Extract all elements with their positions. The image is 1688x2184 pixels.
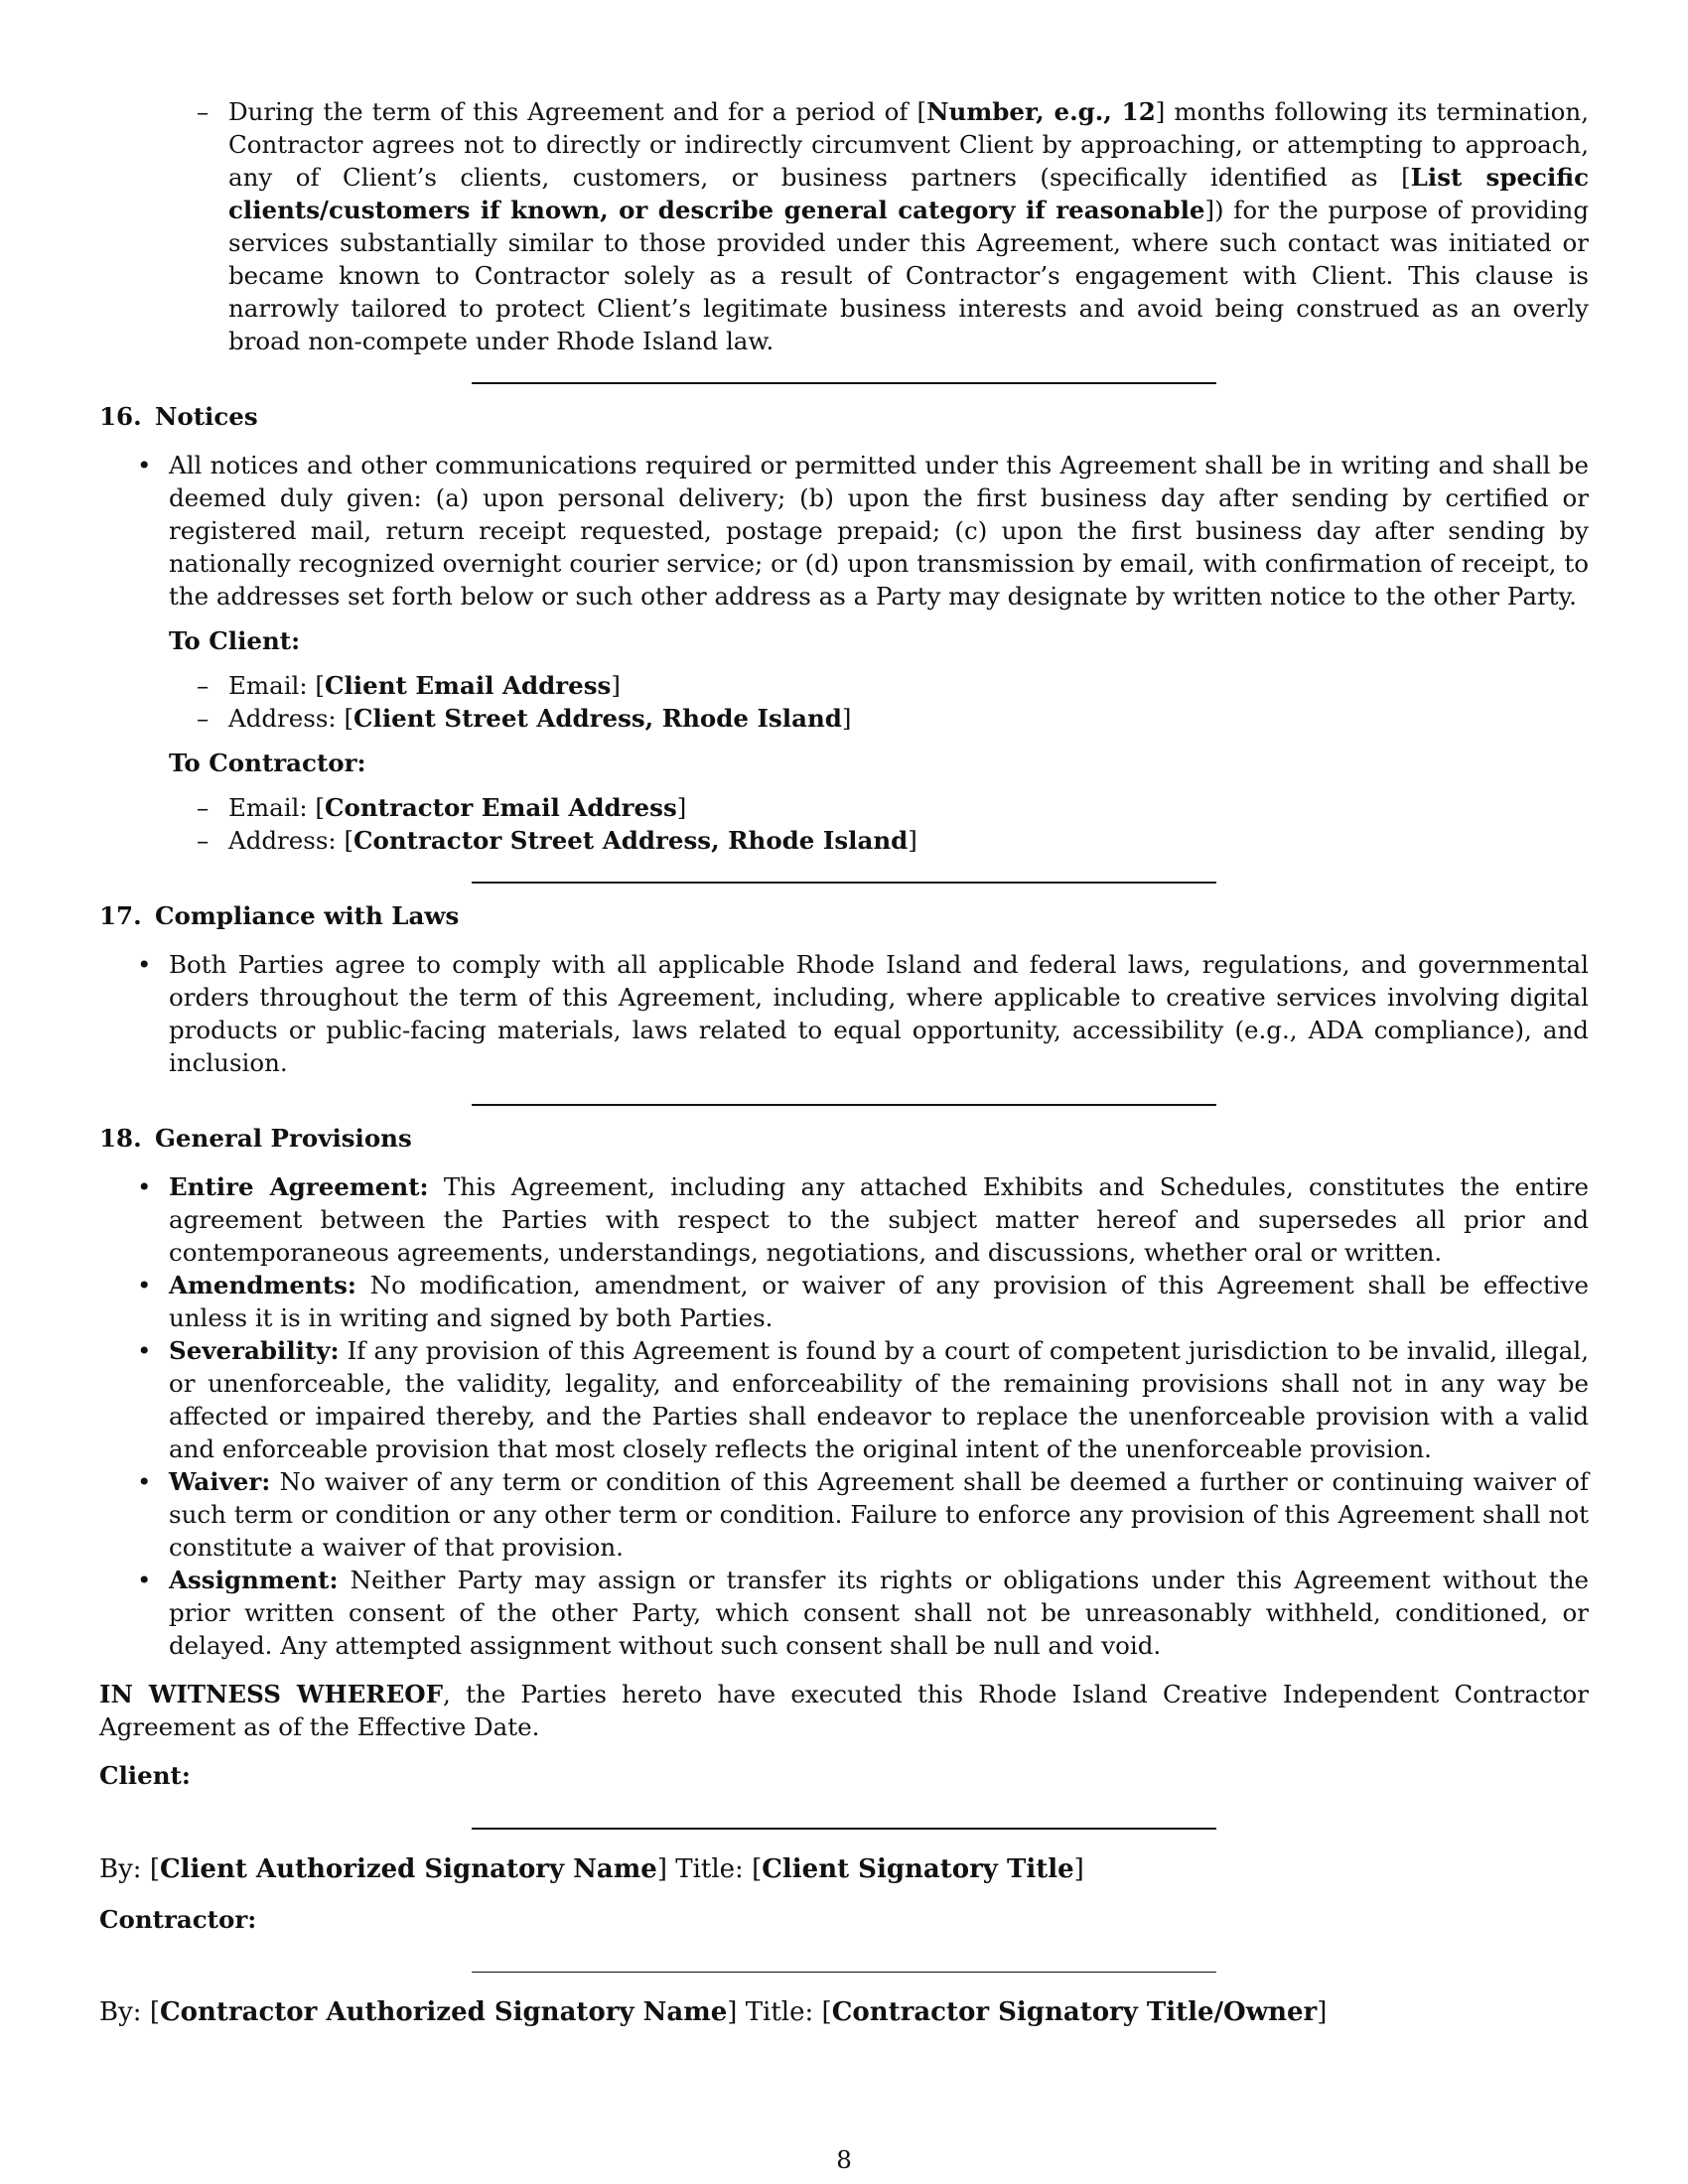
- client-email-item: [99, 669, 1589, 702]
- text-run: ]: [1073, 1854, 1084, 1884]
- dash-marker: –: [197, 793, 210, 822]
- contractor-address-item: [99, 824, 1589, 857]
- placeholder-number: Number, e.g., 12: [926, 97, 1156, 126]
- list-item-entire-agreement: [99, 1170, 1589, 1269]
- placeholder-client-email: Client Email Address: [325, 671, 612, 700]
- bullet-marker: •: [137, 1271, 152, 1299]
- provision-text: No modification, amendment, or waiver of any provision of this Agreement shall be effective unless it is in writing and signed by both Parties.: [169, 1271, 1589, 1332]
- client-address-item: [99, 702, 1589, 735]
- text-run: ] Title: [: [727, 1997, 832, 2027]
- list-item: [99, 948, 1589, 1079]
- notices-body: All notices and other communications required or permitted under this Agreement shall be in writing and shall be deemed duly given: (a) upon personal delivery; (b) upon the first business day after sending by certified or registered mail, return receipt requested, postage prepaid; (c) upon the first business day after sending by nationally recognized overnight courier service; or (d) upon transmission by email, with confirmation of receipt, to the addresses set forth below or such other address as a Party may designate by written notice to the other Party.: [169, 451, 1589, 611]
- witness-text: , the Parties hereto have executed this Rhode Island Creative Independent Contractor Agreement as of the Effective Date.: [99, 1680, 1589, 1741]
- provision-label: Assignment:: [169, 1566, 339, 1594]
- to-client-label: To Client:: [169, 626, 301, 655]
- bullet-marker: •: [137, 1172, 152, 1201]
- placeholder-contractor-signatory-name: Contractor Authorized Signatory Name: [159, 1997, 728, 2027]
- dash-marker: –: [197, 97, 210, 126]
- text-run: ]: [611, 671, 621, 700]
- provision-label: Waiver:: [169, 1467, 271, 1496]
- contractor-signature-label: Contractor:: [99, 1905, 257, 1934]
- provision-label: Entire Agreement:: [169, 1172, 429, 1201]
- text-run: Email: [: [228, 793, 325, 822]
- list-item-amendments: [99, 1269, 1589, 1334]
- section-title: General Provisions: [155, 1124, 412, 1153]
- text-run: ] months following its termination, Contractor agrees not to directly or indirectly circumvent Client by approaching, or attempting to approach, any of Client’s clients, customers, or business partners (specifically identified as [: [228, 97, 1589, 192]
- section-number: 16.: [99, 402, 142, 431]
- compliance-body: Both Parties agree to comply with all applicable Rhode Island and federal laws, regulations, and governmental orders throughout the term of this Agreement, including, where applicable to creative services involving digital products or public-facing materials, laws related to equal opportunity, accessibility (e.g., ADA compliance), and inclusion.: [169, 950, 1589, 1077]
- placeholder-client-signatory-title: Client Signatory Title: [762, 1854, 1074, 1884]
- text-run: ]: [908, 826, 917, 855]
- text-run: ]: [1317, 1997, 1328, 2027]
- document-page: [99, 95, 1589, 2029]
- client-signature-label: Client:: [99, 1761, 191, 1790]
- contractor-signatory-line: [99, 1996, 1589, 2029]
- text-run: ]: [676, 793, 687, 822]
- provision-label: Amendments:: [169, 1271, 356, 1299]
- list-item: [99, 449, 1589, 613]
- placeholder-contractor-signatory-title: Contractor Signatory Title/Owner: [831, 1997, 1318, 2027]
- dash-marker: –: [197, 671, 210, 700]
- witness-clause: [99, 1678, 1589, 1743]
- section-heading-general: [99, 1122, 1589, 1155]
- list-item-assignment: [99, 1564, 1589, 1662]
- text-run: Address: [: [228, 826, 354, 855]
- section-heading-compliance: [99, 899, 1589, 932]
- placeholder-client-address: Client Street Address, Rhode Island: [353, 704, 842, 733]
- section-heading-notices: [99, 400, 1589, 433]
- contractor-email-item: [99, 791, 1589, 824]
- section-title: Notices: [155, 402, 258, 431]
- bullet-marker: •: [137, 451, 152, 479]
- provision-text: If any provision of this Agreement is found by a court of competent jurisdiction to be invalid, illegal, or unenforceable, the validity, legality, and enforceability of the remaining provisions shall not in any way be affected or impaired thereby, and the Parties shall endeavor to replace the unenforceable provision with a valid and enforceable provision that most closely reflects the original intent of the unenforceable provision.: [169, 1336, 1589, 1463]
- section-number: 17.: [99, 901, 142, 930]
- provision-text: No waiver of any term or condition of this Agreement shall be deemed a further or continuing waiver of such term or condition or any other term or condition. Failure to enforce any provision of this Agreement shall not constitute a waiver of that provision.: [169, 1467, 1589, 1562]
- text-run: During the term of this Agreement and for a period of [: [228, 97, 927, 126]
- text-run: ] Title: [: [656, 1854, 763, 1884]
- placeholder-contractor-address: Contractor Street Address, Rhode Island: [353, 826, 909, 855]
- text-run: By: [: [99, 1997, 160, 2027]
- witness-heading: IN WITNESS WHEREOF: [99, 1680, 444, 1708]
- placeholder-client-list: List specific clients/customers if known, or describe general category if reasonable: [228, 163, 1589, 224]
- list-item-waiver: [99, 1465, 1589, 1564]
- text-run: ]) for the purpose of providing services substantially similar to those provided under this Agreement, where such contact was initiated or became known to Contractor solely as a result of Contractor’s engagement with Client. This clause is narrowly tailored to protect Client’s legitimate business interests and avoid being construed as an overly broad non-compete under Rhode Island law.: [228, 196, 1589, 355]
- text-run: Address: [: [228, 704, 354, 733]
- provision-text: Neither Party may assign or transfer its rights or obligations under this Agreement without the prior written consent of the other Party, which consent shall not be unreasonably withheld, conditioned, or delayed. Any attempted assignment without such consent shall be null and void.: [169, 1566, 1589, 1660]
- placeholder-contractor-email: Contractor Email Address: [325, 793, 677, 822]
- provision-label: Severability:: [169, 1336, 340, 1365]
- bullet-marker: •: [137, 1336, 152, 1365]
- client-signatory-line: [99, 1853, 1589, 1886]
- list-item-severability: [99, 1334, 1589, 1465]
- dash-marker: –: [197, 704, 210, 733]
- section-title: Compliance with Laws: [155, 901, 460, 930]
- bullet-marker: •: [137, 1467, 152, 1496]
- text-run: By: [: [99, 1854, 160, 1884]
- to-contractor-label: To Contractor:: [169, 749, 366, 777]
- bullet-marker: •: [137, 1566, 152, 1594]
- non-circumvention-item: [99, 95, 1589, 357]
- page-number: 8: [836, 2145, 852, 2174]
- provision-text: This Agreement, including any attached Exhibits and Schedules, constitutes the entire agreement between the Parties with respect to the subject matter hereof and supersedes all prior and contemporaneous agreements, understandings, negotiations, and discussions, whether oral or written.: [169, 1172, 1589, 1267]
- text-run: Email: [: [228, 671, 325, 700]
- dash-marker: –: [197, 826, 210, 855]
- section-number: 18.: [99, 1124, 142, 1153]
- text-run: ]: [841, 704, 852, 733]
- bullet-marker: •: [137, 950, 152, 979]
- placeholder-client-signatory-name: Client Authorized Signatory Name: [159, 1854, 657, 1884]
